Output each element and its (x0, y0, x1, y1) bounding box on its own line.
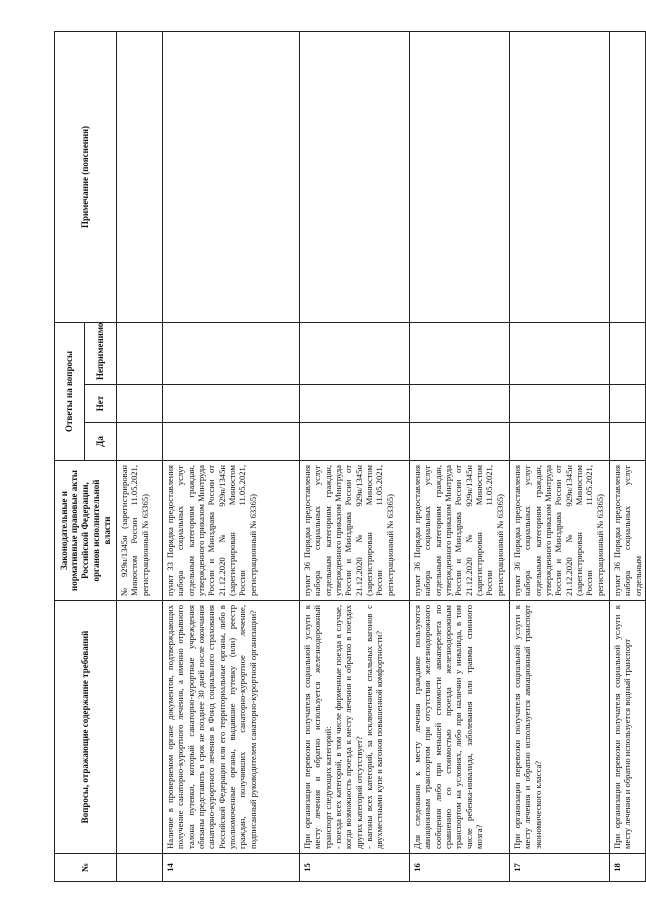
header-na: Неприменимо (85, 322, 117, 384)
header-no: Нет (85, 385, 117, 423)
header-row-top (55, 31, 85, 881)
note-cell[interactable] (410, 31, 510, 322)
answer-yes-cell[interactable] (117, 423, 163, 461)
header-question: Вопросы, отражающие содержание требований (55, 601, 117, 854)
answer-na-cell[interactable] (410, 322, 510, 384)
answer-yes-cell[interactable] (610, 423, 646, 461)
header-answers: Ответы на вопросы (55, 322, 85, 460)
row-number (117, 854, 163, 882)
requirements-table (54, 31, 646, 882)
note-cell[interactable] (610, 31, 646, 322)
answer-no-cell[interactable] (300, 385, 410, 423)
row-question: Для следования к месту лечения гражданке пользуются авиационным транспортом при отсутствии железнодорожного сообщения либо при меньшей стоимости авиаперелета по сравнению со стоимостью проезда железнодорожным транспортом на условиях, либо при наличии у инвалида, в том числе ребенка-инвалида, заболевания или травмы спинного мозга? (410, 601, 510, 854)
answer-yes-cell[interactable] (410, 423, 510, 461)
answer-na-cell[interactable] (510, 322, 610, 384)
answer-no-cell[interactable] (610, 385, 646, 423)
row-question: При организации перевозки получателя социальной услуги к месту лечения и обратно используется водный транспорт (610, 601, 646, 854)
note-cell[interactable] (163, 31, 300, 322)
answer-no-cell[interactable] (410, 385, 510, 423)
answer-na-cell[interactable] (117, 322, 163, 384)
table-row (610, 31, 646, 881)
note-cell[interactable] (300, 31, 410, 322)
table-row (410, 31, 510, 881)
row-law: пункт 36 Порядка предоставления набора социальных услуг отдельным категориям граждан, утвержденного приказом Минтруда России и Минздрава России от 21.12.2020 № 929н/1345н (зарегистрирован Минюстом России 11.05.2021, регистрационный № 63365) (510, 461, 610, 601)
row-number: 16 (410, 854, 510, 882)
table-row (163, 31, 300, 881)
row-number: 15 (300, 854, 410, 882)
note-cell[interactable] (117, 31, 163, 322)
header-note: Примечание (пояснения) (55, 31, 117, 322)
answer-na-cell[interactable] (300, 322, 410, 384)
header-num: № (55, 854, 117, 882)
answer-na-cell[interactable] (163, 322, 300, 384)
question-intro: При организации перевозки получателя социальной услуги к месту лечения и обратно используется железнодорожный транспорт следующих категорий: (302, 605, 333, 849)
row-law: пункт 33 Порядка предоставления набора социальных услуг отдельным категориям граждан, утвержденного приказом Минтруда России и Минздрава России от 21.12.2020 № 929н/1345н (зарегистрирован Минюстом России 11.05.2021, регистрационный № 63365) (163, 461, 300, 601)
row-law: пункт 36 Порядка предоставления набора социальных услуг отдельным категориям граждан, утвержденного приказом Минтруда России и Минздрава России от 21.12.2020 № 929н/1345н (зарегистрирован Минюстом России 11.05.2021, регистрационный № 63365) (300, 461, 410, 601)
answer-no-cell[interactable] (163, 385, 300, 423)
table-row (117, 31, 163, 881)
question-bullet: - вагоны всех категорий, за исключением спальных вагонов с двухместными купе и вагонов повышенной комфортности? (363, 605, 385, 849)
row-question: Наличие в проверяемом органе документов, подтверждающих получение санаторно-курортного лечения, а именно отрывного талона путевки, который санаторно-курортные учреждения обязаны представить в срок не позднее 30 дней после окончания санаторно-курортного лечения в Фонд социального страхования Российской Федерации или его территориальные органы, либо в уполномоченные органы, выдавшие путевку (или) реестр граждан, получивших санаторно-курортное лечение, подписанный руководителем санаторно-курортной организации? (163, 601, 300, 854)
row-question (300, 601, 410, 854)
row-number: 17 (510, 854, 610, 882)
header-law: Законодательные и нормативные правовые акты Российской Федерации, органов исполнительной власти (55, 461, 117, 601)
row-law: № 929н/1345н (зарегистрирован Минюстом России 11.05.2021, регистрационный № 63365) (117, 461, 163, 601)
row-number: 14 (163, 854, 300, 882)
question-bullet: - поезда всех категорий, в том числе фирменные поезда в случае, когда возможность проезда к месту лечения и обратно в поездах других категорий отсутствует? (332, 605, 364, 849)
table-row (510, 31, 610, 881)
header-yes: Да (85, 423, 117, 461)
rotated-table-sheet (54, 32, 643, 882)
answer-no-cell[interactable] (510, 385, 610, 423)
row-number: 18 (610, 854, 646, 882)
answer-yes-cell[interactable] (510, 423, 610, 461)
answer-no-cell[interactable] (117, 385, 163, 423)
answer-yes-cell[interactable] (300, 423, 410, 461)
row-question: При организации перевозки получателя социальной услуги к месту лечения и обратно используется авиационный транспорт экономического класса? (510, 601, 610, 854)
answer-na-cell[interactable] (610, 322, 646, 384)
row-law: пункт 36 Порядка предоставления набора социальных услуг отдельным (610, 461, 646, 601)
answer-yes-cell[interactable] (163, 423, 300, 461)
note-cell[interactable] (510, 31, 610, 322)
table-row (300, 31, 410, 881)
row-question (117, 601, 163, 854)
row-law: пункт 36 Порядка предоставления набора социальных услуг отдельным категориям граждан, утвержденного приказом Минтруда России и Минздрава России от 21.12.2020 № 929н/1345н (зарегистрирован Минюстом России 11.05.2021, регистрационный № 63365) (410, 461, 510, 601)
